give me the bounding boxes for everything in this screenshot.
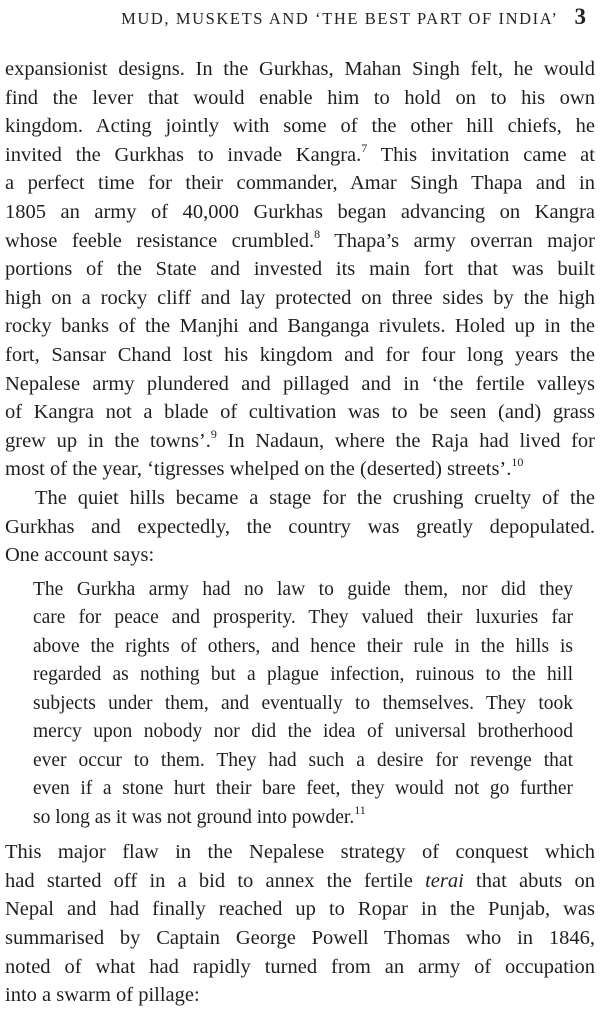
text-line: 1805 an army of 40,000 Gurkhas began advancing on Kangra bbox=[5, 200, 595, 223]
text-line: of Kangra not a blade of cultivation was to be seen (and) grass bbox=[5, 401, 595, 424]
text-line: This major flaw in the Nepalese strategy of conquest which bbox=[5, 841, 595, 864]
quote-line: ever occur to them. They had such a desire for revenge that bbox=[33, 749, 573, 771]
text-line bbox=[5, 141, 595, 170]
quote-line: The Gurkha army had no law to guide them, nor did they bbox=[33, 578, 573, 600]
italic-term: terai bbox=[425, 869, 464, 892]
quote-line: even if a stone hurt their bare feet, they would not go further bbox=[33, 778, 573, 800]
paragraph-1 bbox=[5, 55, 595, 484]
text-segment: In Nadaun, where the Raja had lived for bbox=[216, 429, 595, 452]
text-line bbox=[5, 227, 595, 256]
text-line: rocky banks of the Manjhi and Banganga rivulets. Holed up in the bbox=[5, 315, 595, 338]
text-segment: grew up in the towns’. bbox=[5, 429, 211, 452]
text-segment: so long as it was not ground into powder. bbox=[33, 806, 355, 828]
text-line: find the lever that would enable him to hold on to his own bbox=[5, 86, 595, 109]
quote-line bbox=[33, 804, 573, 833]
footnote-ref: 10 bbox=[511, 455, 524, 470]
text-line: One account says: bbox=[5, 544, 155, 567]
text-segment: that abuts on bbox=[463, 869, 596, 892]
text-line: portions of the State and invested its main fort that was built bbox=[5, 258, 595, 281]
block-quote bbox=[33, 576, 573, 833]
text-line: into a swarm of pillage: bbox=[5, 984, 200, 1007]
text-line: a perfect time for their commander, Amar Singh Thapa and in bbox=[5, 172, 595, 195]
text-line: The quiet hills became a stage for the crushing cruelty of the bbox=[35, 486, 595, 509]
footnote-ref: 11 bbox=[354, 802, 366, 817]
paragraph-3 bbox=[5, 838, 595, 1010]
text-line: Nepal and had finally reached up to Ropar in the Punjab, was bbox=[5, 898, 595, 921]
paragraph-2 bbox=[5, 484, 595, 570]
text-line: kingdom. Acting jointly with some of the other hill chiefs, he bbox=[5, 115, 595, 138]
text-line: noted of what had rapidly turned from an army of occupation bbox=[5, 955, 595, 978]
text-line: expansionist designs. In the Gurkhas, Mahan Singh felt, he would bbox=[5, 58, 595, 80]
running-head bbox=[0, 4, 586, 34]
text-segment: whose feeble resistance crumbled. bbox=[5, 229, 315, 252]
footnote-ref: 7 bbox=[361, 140, 368, 155]
text-line: summarised by Captain George Powell Thomas who in 1846, bbox=[5, 926, 595, 949]
text-line: high on a rocky cliff and lay protected on three sides by the high bbox=[5, 286, 595, 309]
footnote-ref: 8 bbox=[314, 226, 321, 241]
text-line bbox=[5, 455, 595, 484]
quote-line: regarded as nothing but a plague infection, ruinous to the hill bbox=[33, 664, 573, 686]
text-segment: most of the year, ‘tigresses whelped on the (deserted) streets’. bbox=[5, 458, 512, 481]
running-head-title: MUD, MUSKETS AND ‘THE BEST PART OF INDIA’ bbox=[121, 9, 559, 28]
quote-line: subjects under them, and eventually to themselves. They took bbox=[33, 692, 573, 714]
quote-line: mercy upon nobody nor did the idea of universal brotherhood bbox=[33, 721, 573, 743]
footnote-ref: 9 bbox=[210, 426, 217, 441]
text-segment: invited the Gurkhas to invade Kangra. bbox=[5, 143, 362, 166]
text-line: fort, Sansar Chand lost his kingdom and for four long years the bbox=[5, 343, 595, 366]
text-line: Gurkhas and expectedly, the country was greatly depopulated. bbox=[5, 515, 595, 538]
quote-line: care for peace and prosperity. They valued their luxuries far bbox=[33, 607, 573, 629]
page-number: 3 bbox=[574, 4, 586, 29]
text-line bbox=[5, 427, 595, 456]
text-line: Nepalese army plundered and pillaged and in ‘the fertile valleys bbox=[5, 372, 595, 395]
quote-line: above the rights of others, and hence their rule in the hills is bbox=[33, 635, 573, 657]
text-line bbox=[5, 867, 595, 896]
text-segment: Thapa’s army overran major bbox=[320, 229, 596, 252]
text-segment: This invitation came at bbox=[367, 143, 595, 166]
text-segment: had started off in a bid to annex the fertile bbox=[5, 869, 426, 892]
body-text bbox=[5, 55, 595, 1010]
